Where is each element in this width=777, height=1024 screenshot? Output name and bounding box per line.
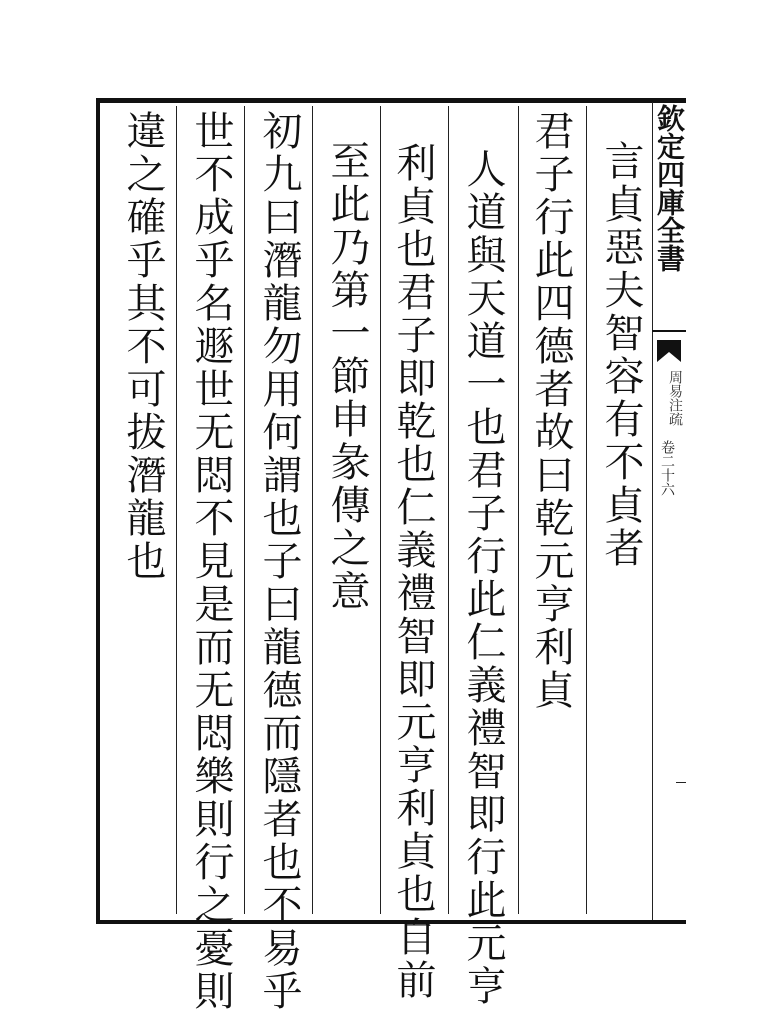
column-rule — [244, 106, 245, 914]
column-rule — [380, 106, 381, 914]
column-rule — [448, 106, 449, 914]
text-column-6: 初九曰潛龍勿用何謂也子曰龍德而隱者也不易乎 — [256, 110, 302, 1013]
margin-book-title: 周易注疏 — [667, 370, 683, 426]
text-column-5: 至此乃第一節申彖傳之意 — [324, 140, 370, 613]
column-rule — [518, 106, 519, 914]
column-rule — [176, 106, 177, 914]
column-rule — [312, 106, 313, 914]
text-column-7: 世不成乎名遯世无悶不見是而无悶樂則行之憂則 — [188, 110, 234, 1013]
text-column-4: 利貞也君子即乾也仁義禮智即元亨利貞也自前 — [390, 142, 436, 1002]
margin-header: 欽定四庫全書 — [653, 104, 686, 272]
text-column-1: 言貞惡夫智容有不貞者 — [598, 140, 644, 570]
text-column-2: 君子行此四德者故曰乾元亨利貞 — [528, 110, 574, 712]
text-column-3: 人道與天道一也君子行此仁義禮智即行此元亨 — [460, 148, 506, 1008]
margin-juan: 卷二十六 — [659, 440, 675, 496]
text-column-8: 違之確乎其不可拔潛龍也 — [120, 110, 166, 583]
fish-tail-icon — [652, 336, 686, 366]
margin-divider — [652, 330, 686, 332]
margin-tick — [676, 782, 686, 783]
column-rule — [586, 106, 587, 914]
